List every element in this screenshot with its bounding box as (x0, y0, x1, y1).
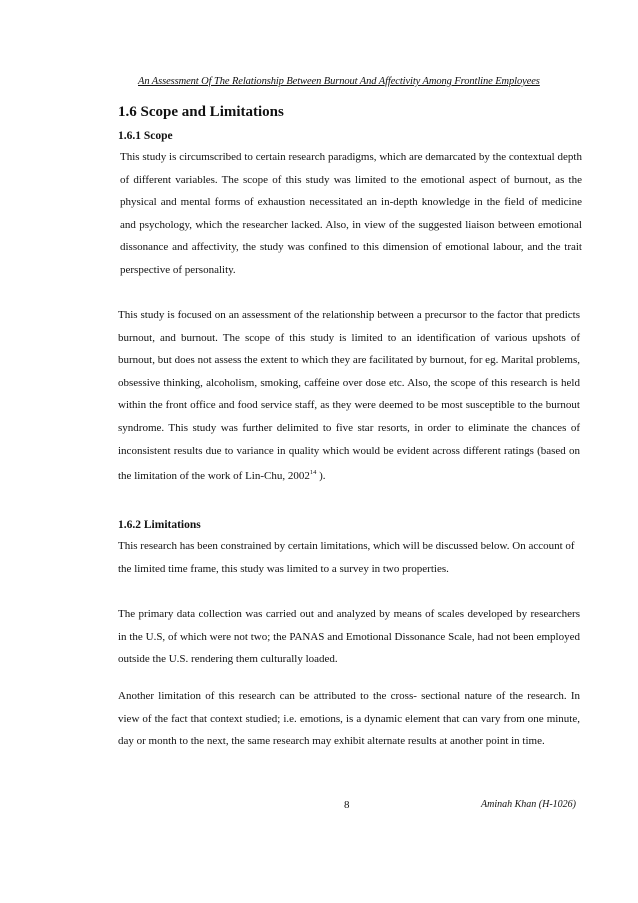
reference-superscript: 14 (309, 469, 317, 477)
scope-paragraph-2-end: ). (316, 470, 326, 483)
scope-paragraph-2 (118, 304, 580, 488)
running-header: An Assessment Of The Relationship Between Burnout And Affectivity Among Frontline Employees (138, 76, 540, 87)
page-number: 8 (344, 799, 350, 811)
limitations-paragraph-2: The primary data collection was carried out and analyzed by means of scales developed by researchers in the U.S, of which were not two; the PANAS and Emotional Dissonance Scale, had not been employed outside the U.S. rendering them culturally loaded. (118, 608, 580, 666)
scope-heading: 1.6.1 Scope (118, 130, 173, 142)
limitations-paragraph-1: This research has been constrained by certain limitations, which will be discussed below. On account of the limited time frame, this study was limited to a survey in two properties. (118, 540, 575, 575)
limitations-paragraph-3: Another limitation of this research can be attributed to the cross- sectional nature of the research. In view of the fact that context studied; i.e. emotions, is a dynamic element that can vary from one minute, day or month to the next, the same research may exhibit alternate results at another point in time. (118, 690, 580, 748)
scope-paragraph-1: This study is circumscribed to certain research paradigms, which are demarcated by the contextual depth of different variables. The scope of this study was limited to the emotional aspect of burnout, as the physical and mental forms of exhaustion necessitated an in-depth knowledge in the field of medicine and psychology, which the researcher lacked. Also, in view of the suggested liaison between emotional dissonance and affectivity, the study was confined to this dimension of emotional labour, and the trait perspective of personality. (120, 151, 582, 276)
limitations-heading: 1.6.2 Limitations (118, 519, 201, 531)
footer-author: Aminah Khan (H-1026) (481, 799, 576, 810)
scope-paragraph-2-text: This study is focused on an assessment of the relationship between a precursor to the factor that predicts burnout, and burnout. The scope of this study is limited to an identification of various upshots of burnout, but does not assess the extent to which they are facilitated by burnout, for eg. Marital problems, obsessive thinking, alcoholism, smoking, caffeine over dose etc. Also, the scope of this research is held within the front office and food service staff, as they were deemed to be most susceptible to the burnout syndrome. This study was further delimited to five star resorts, in order to eliminate the chances of inconsistent results due to variance in quality which would be evident across different ratings (based on the limitation of the work of Lin-Chu, 2002 (118, 309, 580, 483)
section-title: 1.6 Scope and Limitations (118, 104, 284, 120)
